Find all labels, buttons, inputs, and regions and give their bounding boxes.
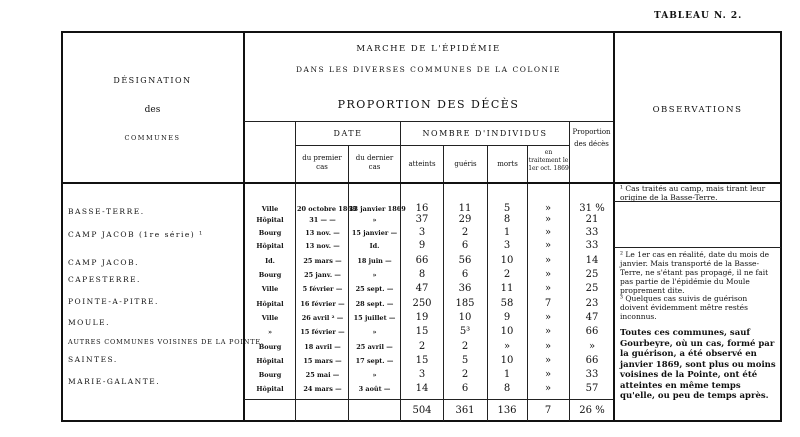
cell-traitement: » (544, 312, 552, 323)
commune-label: MARIE-GALANTE. (68, 377, 161, 386)
total-proportion: 26 % (579, 405, 605, 416)
cell-lieu: Hôpital (256, 300, 284, 308)
note-1: ¹ Cas traités au camp, mais tirant leur origine de la Basse-Terre. (620, 184, 766, 202)
cell-gueris: 185 (455, 298, 475, 309)
gueris-header: guéris (454, 160, 477, 168)
cell-morts: 3 (503, 240, 511, 251)
cell-proportion: 47 (585, 312, 599, 323)
cell-premier: 25 mai — (305, 371, 340, 379)
cell-morts: 8 (503, 214, 511, 225)
cell-proportion: 25 (585, 269, 599, 280)
cell-proportion: 14 (585, 255, 599, 266)
cell-dernier: » (372, 271, 377, 279)
cell-lieu: Bourg (258, 371, 282, 379)
divider (613, 32, 615, 421)
cell-gueris: 56 (458, 255, 472, 266)
observations-header: OBSERVATIONS (652, 105, 743, 115)
cell-lieu: Hôpital (256, 357, 284, 365)
cell-dernier: 17 sept. — (355, 357, 394, 365)
cell-dernier: Id. (369, 242, 380, 250)
designation-des: des (144, 105, 161, 115)
cell-atteints: 15 (415, 355, 429, 366)
cell-traitement: » (544, 369, 552, 380)
cell-traitement: » (544, 283, 552, 294)
cell-lieu: Bourg (258, 343, 282, 351)
cell-lieu: Ville (261, 285, 279, 293)
cell-proportion: 25 (585, 283, 599, 294)
cell-proportion: 66 (585, 355, 599, 366)
cell-dernier: » (372, 371, 377, 379)
morts-header: morts (497, 160, 518, 168)
divider (243, 32, 245, 421)
cell-gueris: 6 (461, 383, 469, 394)
cell-atteints: 14 (415, 383, 429, 394)
date-header: DATE (333, 129, 363, 138)
cell-atteints: 3 (418, 227, 426, 238)
cell-atteints: 3 (418, 369, 426, 380)
header-rule (296, 145, 569, 146)
cell-lieu: Hôpital (256, 242, 284, 250)
traitement-header: en traitement le 1er oct. 1869 (528, 149, 569, 172)
divider (443, 145, 444, 421)
cell-dernier: 28 sept. — (355, 300, 394, 308)
proportion-header: Proportion des décès (572, 128, 611, 148)
cell-premier: 15 mars — (303, 357, 342, 365)
cell-proportion: » (588, 341, 596, 352)
commune-label: CAMP JACOB (1re série) ¹ (68, 230, 204, 239)
cell-morts: 11 (500, 283, 514, 294)
cell-proportion: 33 (585, 227, 599, 238)
note-2: ² Le 1er cas en réalité, date du mois de janvier. Mais transporté de la Basse-Terre, ne s'étant pas propagé, il ne fait pas partie de l'épidémie du Moule proprement dite. (620, 250, 770, 295)
cell-traitement: » (544, 255, 552, 266)
cell-atteints: 16 (415, 203, 429, 214)
cell-premier: 26 avril ² — (301, 314, 344, 322)
cell-lieu: Bourg (258, 271, 282, 279)
title-line3: PROPORTION DES DÉCÈS (337, 98, 520, 111)
cell-premier: 13 nov. — (305, 229, 340, 237)
cell-morts: 1 (503, 369, 511, 380)
tableau-label: TABLEAU N. 2. (654, 11, 743, 21)
cell-premier: 13 nov. — (305, 242, 340, 250)
date-last-header: du dernier cas (355, 154, 394, 171)
cell-premier: 25 mars — (303, 257, 342, 265)
cell-proportion: 33 (585, 240, 599, 251)
cell-atteints: 250 (412, 298, 432, 309)
cell-dernier: 25 sept. — (355, 285, 394, 293)
nombre-header: NOMBRE D'INDIVIDUS (422, 129, 548, 138)
cell-traitement: 7 (544, 298, 552, 309)
cell-proportion: 21 (585, 214, 599, 225)
cell-traitement: » (544, 269, 552, 280)
cell-dernier: » (372, 216, 377, 224)
total-traitement: 7 (544, 405, 552, 416)
cell-proportion: 23 (585, 298, 599, 309)
cell-dernier: » (372, 328, 377, 336)
cell-gueris: 2 (461, 341, 469, 352)
cell-atteints: 66 (415, 255, 429, 266)
cell-dernier: 18 juin — (357, 257, 392, 265)
cell-dernier: 25 avril — (356, 343, 393, 351)
cell-proportion: 33 (585, 369, 599, 380)
cell-premier: 5 février — (302, 285, 343, 293)
cell-traitement: » (544, 240, 552, 251)
total-atteints: 504 (412, 405, 432, 416)
cell-premier: 18 avril — (304, 343, 341, 351)
cell-morts: 10 (500, 355, 514, 366)
cell-atteints: 37 (415, 214, 429, 225)
cell-dernier: 3 août — (358, 385, 391, 393)
cell-gueris: 2 (461, 369, 469, 380)
cell-premier: 24 mars — (303, 385, 342, 393)
cell-traitement: » (544, 383, 552, 394)
divider (569, 121, 570, 421)
cell-lieu: » (267, 328, 273, 336)
cell-atteints: 19 (415, 312, 429, 323)
totals-rule (244, 399, 613, 400)
cell-premier: 31 — — (309, 216, 336, 224)
cell-traitement: » (544, 355, 552, 366)
commune-label: BASSE-TERRE. (68, 207, 145, 216)
title-line1: MARCHE DE L'ÉPIDÉMIE (356, 44, 501, 54)
cell-morts: 5 (503, 203, 511, 214)
commune-label: CAPESTERRE. (68, 275, 141, 284)
commune-label: CAMP JACOB. (68, 258, 139, 267)
cell-morts: 8 (503, 383, 511, 394)
cell-premier: 15 février — (300, 328, 345, 336)
commune-label: MOULE. (68, 318, 110, 327)
commune-label: SAINTES. (68, 355, 118, 364)
cell-morts: 58 (500, 298, 514, 309)
cell-lieu: Ville (261, 205, 279, 213)
divider (487, 145, 488, 421)
cell-proportion: 31 % (579, 203, 605, 214)
cell-gueris: 36 (458, 283, 472, 294)
cell-gueris: 6 (461, 269, 469, 280)
cell-atteints: 9 (418, 240, 426, 251)
cell-premier: 20 octobre 1868 (297, 205, 357, 213)
title-line2: DANS LES DIVERSES COMMUNES DE LA COLONIE (296, 65, 561, 74)
obs-rule (614, 247, 781, 248)
cell-proportion: 66 (585, 326, 599, 337)
cell-lieu: Id. (265, 257, 275, 265)
cell-atteints: 15 (415, 326, 429, 337)
cell-morts: » (503, 341, 511, 352)
atteints-header: atteints (408, 160, 436, 168)
note-4: Toutes ces communes, sauf Gourbeyre, où un cas, formé par la guérison, a été observé en janvier 1869, sont plus ou moins voisines de la Pointe, ont été atteintes en même temps qu'elle, ou peu de temps après. (620, 328, 776, 401)
cell-atteints: 2 (418, 341, 426, 352)
header-rule (244, 121, 613, 122)
cell-traitement: » (544, 326, 552, 337)
cell-dernier: 15 janvier — (351, 229, 398, 237)
cell-gueris: 29 (458, 214, 472, 225)
cell-lieu: Bourg (258, 229, 282, 237)
cell-traitement: » (544, 341, 552, 352)
cell-morts: 10 (500, 255, 514, 266)
designation-title: DÉSIGNATION (113, 76, 192, 85)
cell-traitement: » (544, 203, 552, 214)
cell-gueris: 11 (458, 203, 472, 214)
cell-proportion: 57 (585, 383, 599, 394)
cell-lieu: Hôpital (256, 216, 284, 224)
cell-premier: 25 janv. — (304, 271, 341, 279)
cell-premier: 16 février — (300, 300, 345, 308)
date-first-header: du premier cas (302, 154, 342, 171)
cell-dernier: 15 juillet — (353, 314, 396, 322)
cell-morts: 2 (503, 269, 511, 280)
commune-label: AUTRES COMMUNES VOISINES DE LA POINTE. (68, 338, 264, 346)
cell-gueris: 5³ (459, 326, 471, 337)
cell-gueris: 5 (461, 355, 469, 366)
cell-morts: 9 (503, 312, 511, 323)
cell-gueris: 6 (461, 240, 469, 251)
commune-label: POINTE-A-PITRE. (68, 297, 159, 306)
cell-morts: 10 (500, 326, 514, 337)
cell-lieu: Ville (261, 314, 279, 322)
total-morts: 136 (497, 405, 517, 416)
cell-lieu: Hôpital (256, 385, 284, 393)
cell-gueris: 10 (458, 312, 472, 323)
cell-dernier: 13 janvier 1869 (349, 205, 406, 213)
note-3: ³ Quelques cas suivis de guérison doivent évidemment mêtre restés inconnus. (620, 294, 748, 321)
designation-communes: COMMUNES (124, 134, 181, 142)
cell-atteints: 47 (415, 283, 429, 294)
cell-atteints: 8 (418, 269, 426, 280)
cell-morts: 1 (503, 227, 511, 238)
divider (527, 145, 528, 421)
cell-traitement: » (544, 214, 552, 225)
total-gueris: 361 (455, 405, 475, 416)
cell-traitement: » (544, 227, 552, 238)
cell-gueris: 2 (461, 227, 469, 238)
